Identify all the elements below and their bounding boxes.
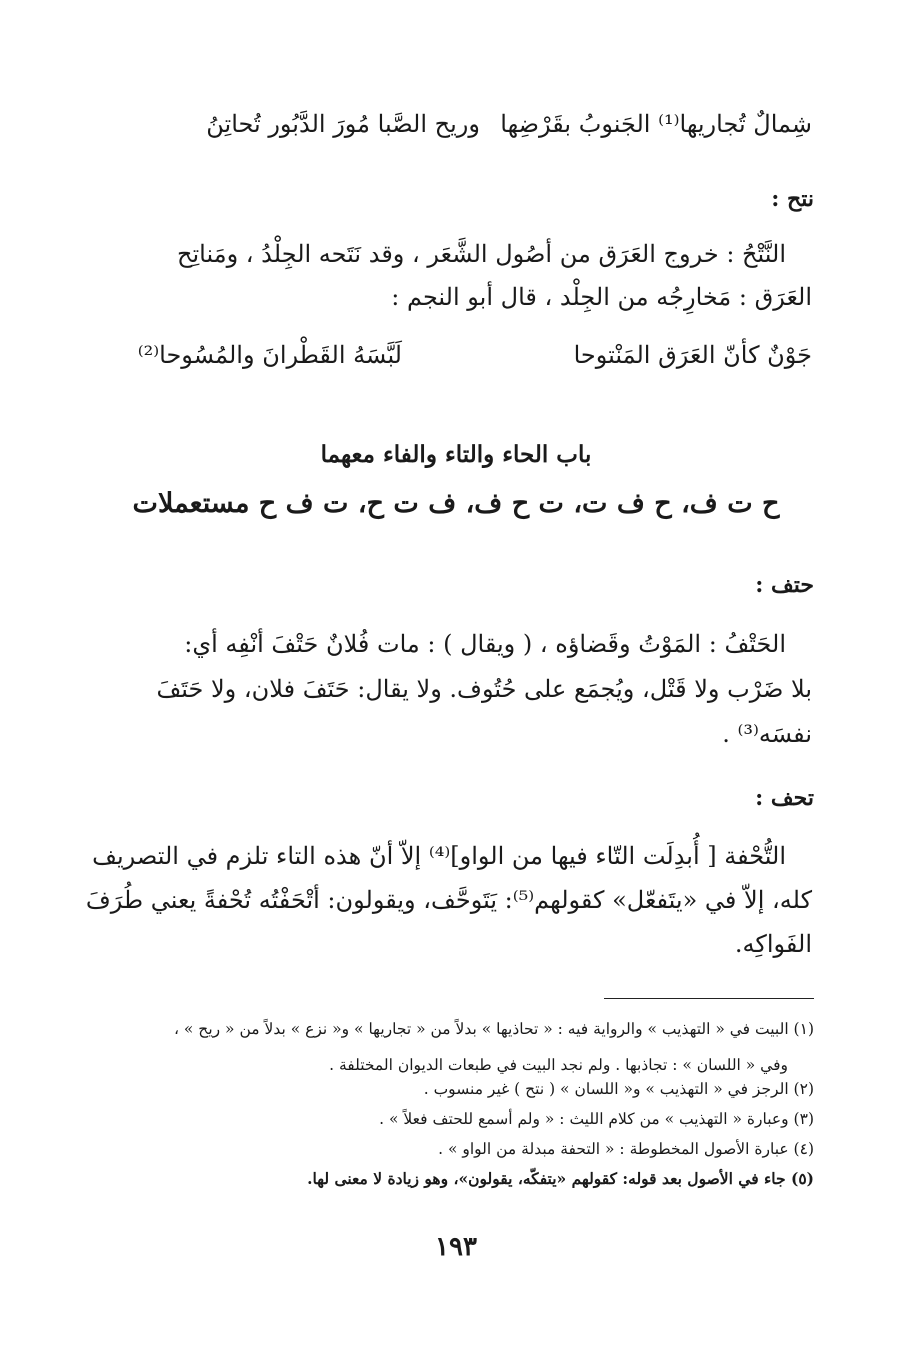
footnote-2: (٢) الرجز في « التهذيب » و« اللسان » ( نتح ) غير منسوب . [423,1080,814,1098]
entry-natah-line-1: النَّتْحُ : خروج العَرَق من أصُول الشَّعَر ، وقد نَتَحه الجِلْدُ ، ومَناتِح [176,240,786,268]
verse-2-second-hemistich: لَبَّسَهُ القَطْرانَ والمُسُوحا⁽²⁾ [137,341,402,369]
footnote-3: (٣) وعبارة « التهذيب » من كلام الليث : « ولم أسمع للحتف فعلاً » . [379,1110,814,1128]
chapter-title: باب الحاء والتاء والفاء معهما [320,441,592,468]
entry-hataf-line-2: بلا ضَرْب ولا قَتْل، ويُجمَع على حُتُوف. ولا يقال: حَتَفَ فلان، ولا حَتَفَ [156,675,812,703]
entry-hataf-line-1: الحَتْفُ : المَوْتُ وقَضاؤه ، ( ويقال ) : مات فُلانٌ حَتْفَ أنْفِه أي: [184,630,786,658]
page-number: ١٩٣ [435,1232,477,1262]
headword-tuhfa: تحف : [755,785,814,811]
entry-natah-line-2: العَرَق : مَخارِجُه من الجِلْد ، قال أبو النجم : [391,283,812,311]
verse-1-second-hemistich: وريح الصَّبا مُورَ الدَّبُور تُحاتِنُ [206,110,480,138]
footnote-1-line-2: وفي « اللسان » : تجاذبها . ولم نجد البيت في طبعات الديوان المختلفة . [329,1056,788,1074]
entry-tuhfa-line-2: كله، إلاّ في «يتَفعّل» كقولهم⁽⁵⁾: يَتَوحَّف، ويقولون: أتْحَفْتُه تُحْفةً يعني طُرَفَ [85,886,812,914]
entry-tuhfa-line-1: التُّحْفة [ أُبدِلَت التّاء فيها من الواو]⁽⁴⁾ إلاّ أنّ هذه التاء تلزم في التصريف [92,842,786,870]
entry-tuhfa-line-3: الفَواكِه. [734,930,812,958]
headword-natah: نتح : [771,186,814,212]
verse-2-first-hemistich: جَوْنٌ كأنّ العَرَق المَنْتوحا [573,341,812,369]
footnote-1-line-1: (١) البيت في « التهذيب » والرواية فيه : « تحاذيها » بدلاً من « تجاريها » و« نزع » بدلاً من « ريح » ، [173,1020,814,1038]
footnote-4: (٤) عبارة الأصول المخطوطة : « التحفة مبدلة من الواو » . [438,1140,814,1158]
footnote-5: (٥) جاء في الأصول بعد قوله: كقولهم «يتفكّه، يقولون»، وهو زيادة لا معنى لها. [307,1169,814,1188]
chapter-subtitle: ح ت ف، ح ف ت، ت ح ف، ف ت ح، ت ف ح مستعملات [132,488,780,519]
footnote-separator [604,998,814,999]
headword-hataf: حتف : [755,572,814,598]
verse-1-first-hemistich: شِمالٌ تُجاريها⁽¹⁾ الجَنوبُ بقَرْضِها [500,110,812,138]
entry-hataf-line-3: نفسَه⁽³⁾ . [722,720,812,748]
